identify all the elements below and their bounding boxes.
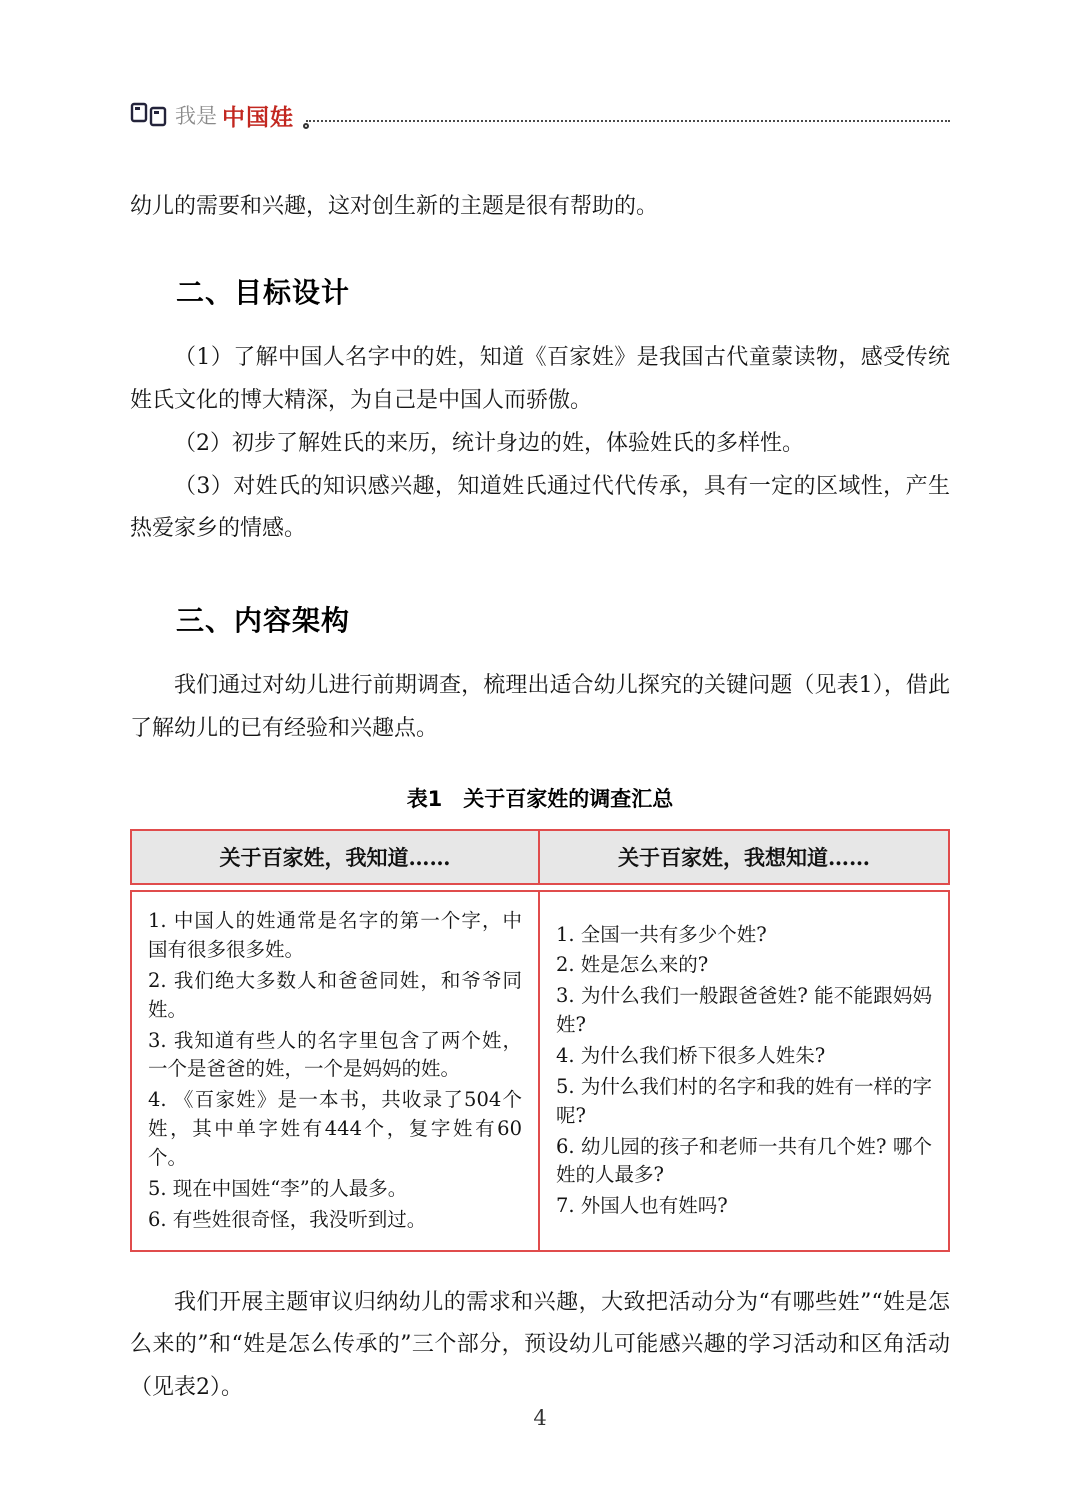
- want-column: [540, 892, 948, 1249]
- know-item: 4. 《百家姓》是一本书，共收录了504个姓，其中单字姓有444个，复字姓有60个。: [148, 1088, 522, 1169]
- know-item: 1. 中国人的姓通常是名字的第一个字，中国有很多很多姓。: [148, 909, 522, 961]
- want-item: 6. 幼儿园的孩子和老师一共有几个姓? 哪个姓的人最多?: [556, 1134, 932, 1187]
- brand-text-red: 中国娃: [222, 104, 294, 131]
- header-rule-dot: [303, 123, 309, 129]
- content-structure-intro: 我们通过对幼儿进行前期调查，梳理出适合幼儿探究的关键问题（见表1），借此了解幼儿的已有经验和兴趣点。: [130, 673, 950, 742]
- header-dotted-rule: [306, 108, 950, 122]
- content-structure-outro: 我们开展主题审议归纳幼儿的需求和兴趣，大致把活动分为“有哪些姓”“姓是怎么来的”和“姓是怎么传承的”三个部分，预设幼儿可能感兴趣的学习活动和区角活动（见表2）。: [130, 1289, 950, 1401]
- goal-item-3: （3）对姓氏的知识感兴趣，知道姓氏通过代代传承，具有一定的区域性，产生热爱家乡的情感。: [130, 473, 950, 542]
- table-header-want: 关于百家姓，我想知道……: [618, 845, 870, 871]
- want-item: 1. 全国一共有多少个姓?: [556, 922, 767, 946]
- want-item: 3. 为什么我们一般跟爸爸姓? 能不能跟妈妈姓?: [556, 984, 932, 1037]
- goal-item-2: （2）初步了解姓氏的来历，统计身边的姓，体验姓氏的多样性。: [174, 430, 804, 456]
- section-title-goal-design: 二、目标设计: [176, 275, 351, 309]
- brand-text-gray: 我是: [175, 104, 217, 128]
- survey-table-header-row: [130, 829, 950, 885]
- know-item: 5. 现在中国姓“李”的人最多。: [148, 1176, 408, 1200]
- want-item: 2. 姓是怎么来的?: [556, 953, 709, 977]
- want-item: 7. 外国人也有姓吗?: [556, 1194, 728, 1218]
- know-column: [132, 892, 540, 1249]
- survey-table-body-row: [130, 890, 950, 1251]
- goal-item-1: （1）了解中国人名字中的姓，知道《百家姓》是我国古代童蒙读物，感受传统姓氏文化的博大精深，为自己是中国人而骄傲。: [130, 344, 950, 413]
- intro-paragraph: 幼儿的需要和兴趣，这对创生新的主题是很有帮助的。: [130, 194, 659, 219]
- section-title-content-structure: 三、内容架构: [176, 604, 351, 638]
- want-item: 5. 为什么我们村的名字和我的姓有一样的字呢?: [556, 1074, 932, 1127]
- page-number: 4: [533, 1406, 547, 1430]
- survey-table: [130, 829, 950, 1251]
- table-caption: 表1 关于百家姓的调查汇总: [406, 787, 674, 812]
- want-item: 4. 为什么我们桥下很多人姓朱?: [556, 1043, 826, 1067]
- know-item: 3. 我知道有些人的名字里包含了两个姓，一个是爸爸的姓，一个是妈妈的姓。: [148, 1028, 522, 1081]
- know-item: 2. 我们绝大多数人和爸爸同姓，和爷爷同姓。: [148, 968, 522, 1021]
- page-header: [130, 100, 950, 130]
- know-item: 6. 有些姓很奇怪，我没听到过。: [148, 1207, 427, 1231]
- table-header-know: 关于百家姓，我知道……: [132, 831, 540, 883]
- brand-logo-icon: [130, 102, 168, 128]
